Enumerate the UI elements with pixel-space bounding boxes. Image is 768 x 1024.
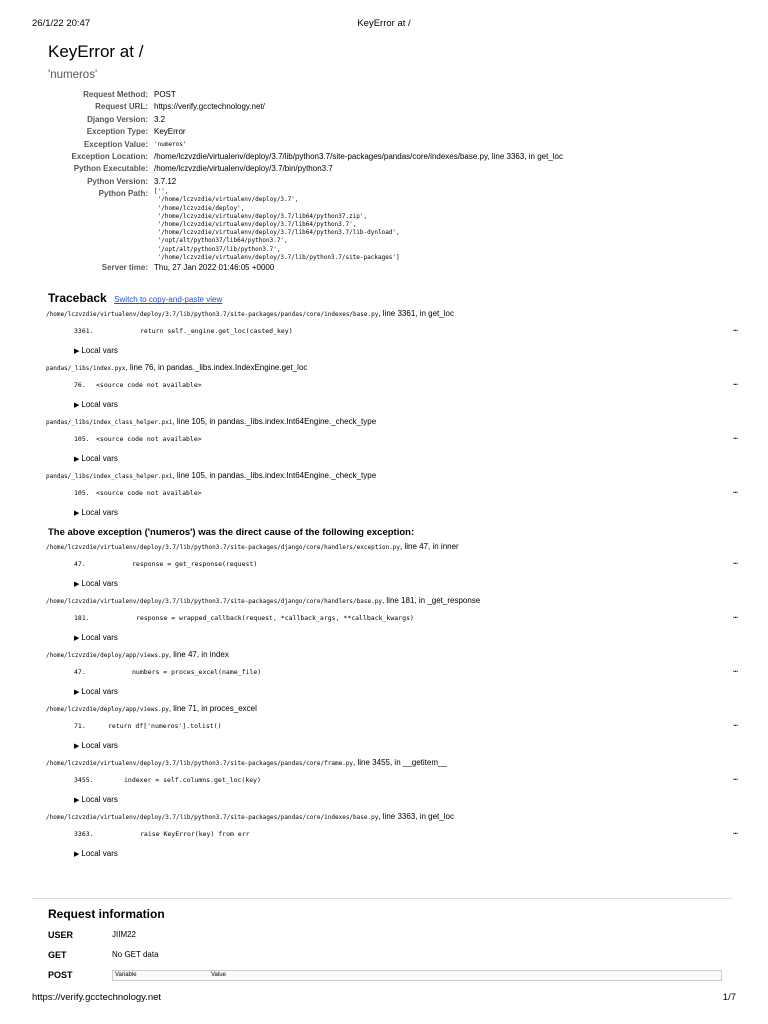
expand-context-button[interactable]: … <box>733 378 738 388</box>
line-number: 47. <box>74 560 86 569</box>
user-value: JIIM22 <box>112 930 137 939</box>
triangle-right-icon: ▶ <box>74 689 80 697</box>
local-vars-label: Local vars <box>81 741 118 751</box>
frame-file-line <box>46 415 736 431</box>
frame-location: , line 3361, in get_loc <box>378 309 454 319</box>
meta-row-server-time <box>48 262 563 274</box>
frame-location: , line 47, in inner <box>400 542 459 552</box>
print-date: 26/1/22 20:47 <box>32 18 91 29</box>
frame-code-line[interactable] <box>48 431 738 448</box>
traceback-frame <box>48 702 738 756</box>
triangle-right-icon: ▶ <box>74 581 80 589</box>
frame-path: /home/lczvzdie/virtualenv/deploy/3.7/lib/python3.7/site-packages/django/core/handlers/exception.py <box>46 544 401 552</box>
frame-file-line <box>46 594 736 610</box>
local-vars-toggle[interactable] <box>48 502 738 523</box>
debug-page <box>48 40 738 864</box>
meta-key: Exception Location: <box>71 152 148 162</box>
meta-value: 3.2 <box>154 114 166 124</box>
frame-location: , line 3455, in __getitem__ <box>353 758 447 768</box>
frame-file-line <box>46 469 736 485</box>
meta-row-django-version <box>48 114 563 126</box>
frame-file-line <box>46 361 736 377</box>
frame-code-line[interactable] <box>48 772 738 789</box>
triangle-right-icon: ▶ <box>74 797 80 805</box>
code-text: return df['numeros'].tolist() <box>108 722 222 731</box>
meta-table <box>48 89 563 274</box>
frame-location: , line 181, in _get_response <box>381 596 481 606</box>
request-post-row <box>32 965 732 985</box>
frame-path: /home/lczvzdie/deploy/app/views.py <box>46 652 169 660</box>
local-vars-label: Local vars <box>81 633 118 643</box>
frame-code-line[interactable] <box>48 377 738 394</box>
frame-location: , line 47, in index <box>168 650 229 660</box>
code-text: indexer = self.columns.get_loc(key) <box>124 776 261 785</box>
traceback-frame <box>48 756 738 810</box>
expand-context-button[interactable]: … <box>733 665 738 675</box>
code-text: response = wrapped_callback(request, *callback_args, **callback_kwargs) <box>136 614 414 623</box>
post-table-header <box>112 970 722 981</box>
traceback-frame <box>48 307 738 361</box>
python-path-list: ['', '/home/lczvzdie/virtualenv/deploy/3.7', '/home/lczvzdie/deploy', '/home/lczvzdie/virtualenv/deploy/3.7/lib64/python37.zip', '/home/lczvzdie/virtualenv/deploy/3.7/lib64/python3.7', '/home/lczvzdie/virtualenv/deploy/3.7/lib64/python3.7/lib-dynload', '/opt/alt/python37/lib64/python3.7', '/opt/alt/python37/lib/python3.7', '/home/lczvzdie/virtualenv/deploy/3.7/lib/python3.7/site-packages'] <box>154 188 400 261</box>
line-number: 181. <box>74 614 90 623</box>
meta-row-python-version <box>48 176 563 188</box>
request-information <box>32 898 732 985</box>
line-number: 76. <box>74 381 86 390</box>
meta-row-python-path <box>48 188 563 262</box>
local-vars-toggle[interactable] <box>48 843 738 864</box>
meta-key: Request Method: <box>83 90 148 99</box>
frame-code-line[interactable] <box>48 718 738 735</box>
meta-value: https://verify.gcctechnology.net/ <box>154 102 265 112</box>
expand-context-button[interactable]: … <box>733 557 738 567</box>
line-number: 105. <box>74 435 90 444</box>
request-user-row <box>32 925 732 945</box>
frame-path: /home/lczvzdie/virtualenv/deploy/3.7/lib/python3.7/site-packages/pandas/core/indexes/base.py <box>46 311 379 319</box>
print-title: KeyError at / <box>357 18 411 29</box>
frame-location: , line 76, in pandas._libs.index.IndexEngine.get_loc <box>125 363 308 373</box>
page-number: 1/7 <box>722 992 736 1003</box>
meta-row-request-method <box>48 89 563 101</box>
summary <box>48 40 738 274</box>
code-text: <source code not available> <box>96 435 202 444</box>
expand-context-button[interactable]: … <box>733 719 738 729</box>
traceback-header <box>48 289 738 307</box>
frame-path: /home/lczvzdie/virtualenv/deploy/3.7/lib/python3.7/site-packages/pandas/core/frame.py <box>46 760 354 768</box>
line-number: 3361. <box>74 327 94 336</box>
frame-path: pandas/_libs/index_class_helper.pxi <box>46 473 173 481</box>
frame-file-line <box>46 540 736 556</box>
print-url: https://verify.gcctechnology.net <box>32 992 162 1003</box>
frame-path: /home/lczvzdie/deploy/app/views.py <box>46 706 169 714</box>
meta-value: Thu, 27 Jan 2022 01:46:05 +0000 <box>154 263 275 273</box>
local-vars-label: Local vars <box>81 346 118 356</box>
meta-key: Python Path: <box>98 189 148 199</box>
local-vars-toggle[interactable] <box>48 573 738 594</box>
traceback-frame <box>48 810 738 864</box>
line-number: 3363. <box>74 830 94 839</box>
meta-value: /home/lczvzdie/virtualenv/deploy/3.7/bin/python3.7 <box>154 164 333 174</box>
meta-value: /home/lczvzdie/virtualenv/deploy/3.7/lib/python3.7/site-packages/pandas/core/indexes/base.py, line 3363, in get_loc <box>154 152 563 162</box>
local-vars-label: Local vars <box>81 849 118 859</box>
expand-context-button[interactable]: … <box>733 486 738 496</box>
traceback-frame <box>48 648 738 702</box>
frame-code-line[interactable] <box>48 556 738 573</box>
traceback-title: Traceback <box>48 291 107 306</box>
traceback-frame <box>48 361 738 415</box>
frame-code-line[interactable] <box>48 826 738 843</box>
line-number: 71. <box>74 722 86 731</box>
triangle-right-icon: ▶ <box>74 851 80 859</box>
exception-value-heading: 'numeros' <box>48 69 98 81</box>
local-vars-toggle[interactable] <box>48 735 738 756</box>
get-label: GET <box>48 950 67 960</box>
post-col-value: Value <box>211 972 226 978</box>
expand-context-button[interactable]: … <box>733 827 738 837</box>
print-header <box>32 18 736 32</box>
meta-row-exception-type <box>48 126 563 138</box>
line-number: 47. <box>74 668 86 677</box>
local-vars-label: Local vars <box>81 508 118 518</box>
triangle-right-icon: ▶ <box>74 348 80 356</box>
expand-context-button[interactable]: … <box>733 324 738 334</box>
traceback-frame <box>48 594 738 648</box>
frame-file-line <box>46 702 736 718</box>
meta-value: POST <box>154 90 176 99</box>
line-number: 3455. <box>74 776 94 785</box>
frame-file-line <box>46 756 736 772</box>
meta-key: Server time: <box>101 263 148 273</box>
frame-path: pandas/_libs/index_class_helper.pxi <box>46 419 173 427</box>
triangle-right-icon: ▶ <box>74 402 80 410</box>
meta-row-exception-value <box>48 139 563 151</box>
traceback-frame <box>48 415 738 469</box>
code-text: return self._engine.get_loc(casted_key) <box>140 327 293 336</box>
triangle-right-icon: ▶ <box>74 743 80 751</box>
local-vars-label: Local vars <box>81 454 118 464</box>
meta-row-exception-location <box>48 151 563 163</box>
local-vars-label: Local vars <box>81 579 118 589</box>
meta-key: Request URL: <box>95 102 148 112</box>
traceback-frame <box>48 540 738 594</box>
request-info-title: Request information <box>48 907 165 921</box>
page-title: KeyError at / <box>48 42 144 61</box>
meta-value: KeyError <box>154 127 186 137</box>
frame-location: , line 105, in pandas._libs.index.Int64Engine._check_type <box>172 471 377 481</box>
frame-code-line[interactable] <box>48 323 738 340</box>
local-vars-toggle[interactable] <box>48 394 738 415</box>
frames-before <box>48 307 738 523</box>
frame-code-line[interactable] <box>48 610 738 627</box>
code-text: numbers = proces_excel(name_file) <box>132 668 262 677</box>
print-footer <box>32 992 736 1006</box>
frame-location: , line 105, in pandas._libs.index.Int64Engine._check_type <box>172 417 377 427</box>
code-text: response = get_response(request) <box>132 560 258 569</box>
meta-value: 3.7.12 <box>154 176 177 186</box>
triangle-right-icon: ▶ <box>74 510 80 518</box>
local-vars-toggle[interactable] <box>48 681 738 702</box>
triangle-right-icon: ▶ <box>74 635 80 643</box>
local-vars-label: Local vars <box>81 400 118 410</box>
local-vars-label: Local vars <box>81 687 118 697</box>
frames-after <box>48 540 738 864</box>
frame-file-line <box>46 307 736 323</box>
frame-path: /home/lczvzdie/virtualenv/deploy/3.7/lib/python3.7/site-packages/pandas/core/indexes/base.py <box>46 814 379 822</box>
code-text: <source code not available> <box>96 489 202 498</box>
local-vars-label: Local vars <box>81 795 118 805</box>
post-col-variable: Variable <box>115 972 137 978</box>
meta-key: Python Executable: <box>73 164 148 174</box>
expand-context-button[interactable]: … <box>733 432 738 442</box>
frame-path: pandas/_libs/index.pyx <box>46 365 126 373</box>
local-vars-toggle[interactable] <box>48 448 738 469</box>
get-value: No GET data <box>112 950 159 959</box>
meta-key: Exception Type: <box>86 127 148 137</box>
meta-value: 'numeros' <box>154 140 187 148</box>
user-label: USER <box>48 930 74 940</box>
meta-row-request-url <box>48 101 563 113</box>
expand-context-button[interactable]: … <box>733 611 738 621</box>
frame-code-line[interactable] <box>48 485 738 502</box>
frame-path: /home/lczvzdie/virtualenv/deploy/3.7/lib/python3.7/site-packages/django/core/handlers/base.py <box>46 598 382 606</box>
frame-file-line <box>46 810 736 826</box>
frame-location: , line 3363, in get_loc <box>378 812 454 822</box>
code-text: <source code not available> <box>96 381 202 390</box>
meta-value-python-path <box>154 188 563 262</box>
line-number: 105. <box>74 489 90 498</box>
frame-file-line <box>46 648 736 664</box>
meta-key: Exception Value: <box>83 139 148 149</box>
traceback-frame <box>48 469 738 523</box>
meta-row-python-executable <box>48 163 563 175</box>
switch-view-link[interactable]: Switch to copy-and-paste view <box>114 295 223 305</box>
expand-context-button[interactable]: … <box>733 773 738 783</box>
triangle-right-icon: ▶ <box>74 456 80 464</box>
local-vars-toggle[interactable] <box>48 789 738 810</box>
local-vars-toggle[interactable] <box>48 340 738 361</box>
request-get-row <box>32 945 732 965</box>
cause-heading: The above exception ('numeros') was the direct cause of the following exception: <box>48 527 415 539</box>
meta-key: Python Version: <box>87 176 148 186</box>
frame-location: , line 71, in proces_excel <box>168 704 257 714</box>
local-vars-toggle[interactable] <box>48 627 738 648</box>
frame-code-line[interactable] <box>48 664 738 681</box>
post-label: POST <box>48 970 73 980</box>
meta-key: Django Version: <box>87 114 148 124</box>
code-text: raise KeyError(key) from err <box>140 830 250 839</box>
